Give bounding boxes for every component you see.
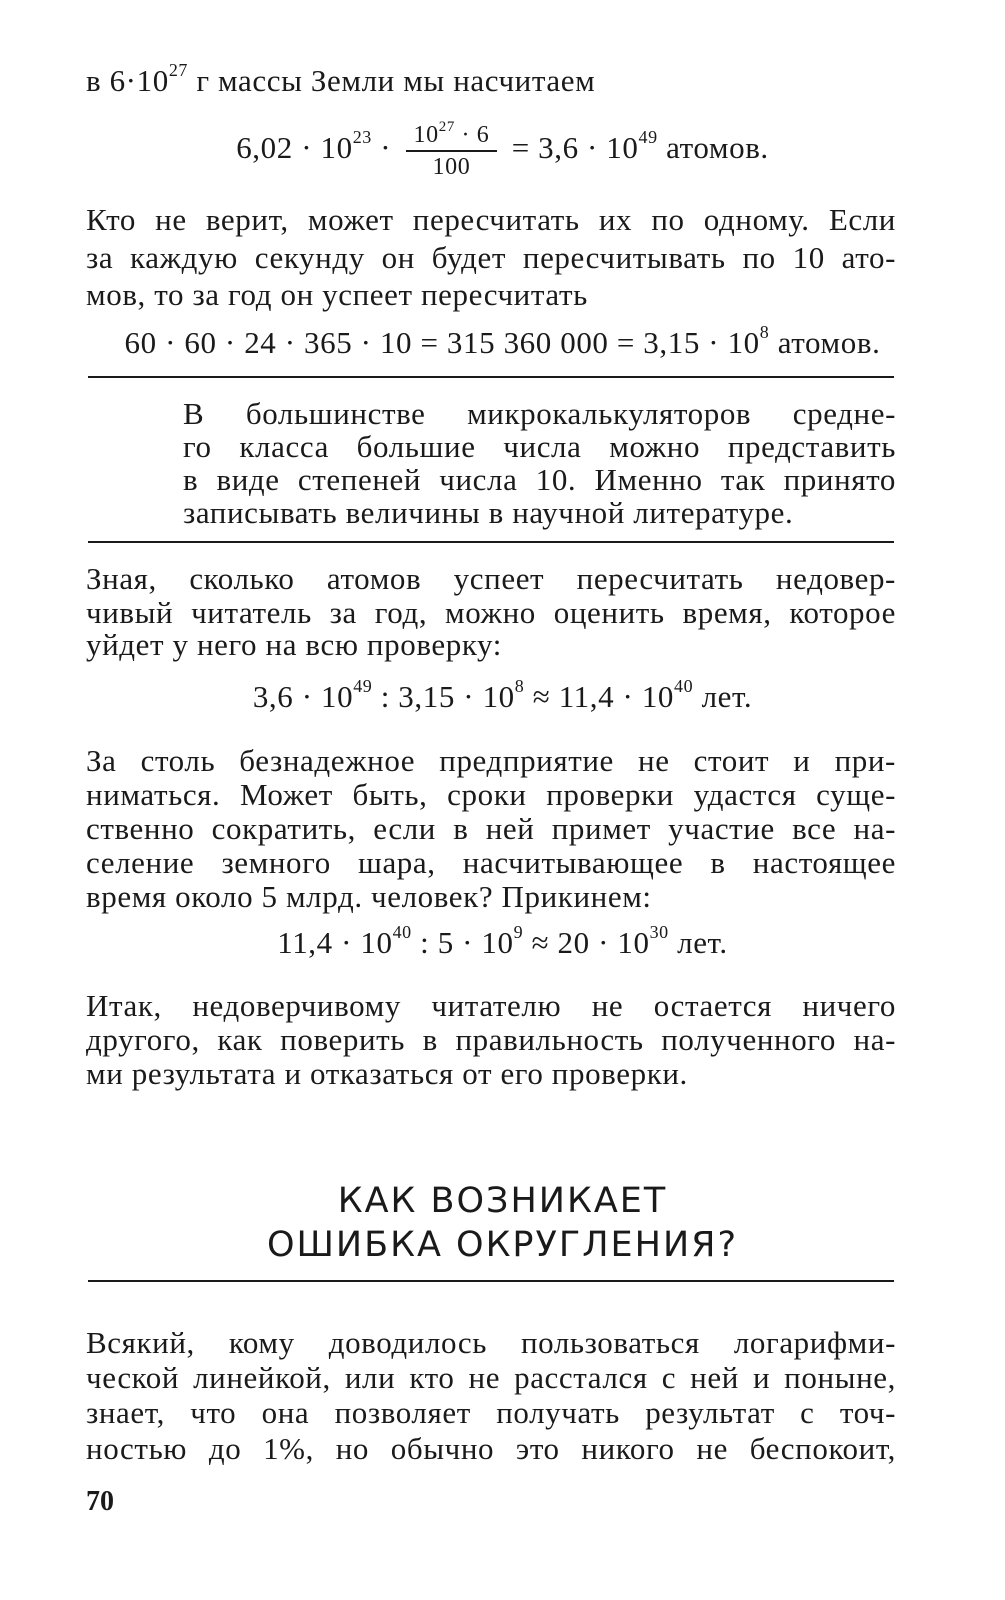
formula-part: ≈ 20 · 10 bbox=[523, 925, 650, 960]
formula-part: = 3,6 · 10 bbox=[511, 130, 639, 165]
superscript: 40 bbox=[674, 675, 694, 696]
paragraph-line: уйдет у него на всю проверку: bbox=[86, 627, 502, 662]
text-fragment: в 6·10 bbox=[86, 63, 169, 98]
formula-part: 10 bbox=[413, 121, 439, 148]
paragraph-line: ми результата и отказаться от его проверки. bbox=[86, 1056, 688, 1091]
superscript: 9 bbox=[513, 921, 524, 942]
paragraph-line: ниматься. Может быть, сроки проверки удастся суще- bbox=[86, 777, 896, 812]
formula-part: лет. bbox=[668, 925, 728, 960]
formula-years bbox=[0, 675, 1005, 714]
formula-part: ≈ 11,4 · 10 bbox=[524, 679, 675, 714]
superscript: 27 bbox=[438, 118, 455, 135]
superscript: 49 bbox=[353, 675, 373, 696]
formula-part: атомов. bbox=[769, 325, 881, 360]
superscript: 8 bbox=[514, 675, 525, 696]
divider bbox=[88, 376, 894, 378]
paragraph-line: Кто не верит, может пересчитать их по одному. Если bbox=[86, 202, 896, 237]
note-line: в виде степеней числа 10. Именно так принято bbox=[183, 462, 896, 497]
fraction bbox=[406, 118, 498, 180]
divider bbox=[88, 1280, 894, 1282]
paragraph-line: Всякий, кому доводилось пользоваться логарифми- bbox=[86, 1325, 896, 1360]
paragraph-line: ственно сократить, если в ней примет участие все на- bbox=[86, 811, 896, 846]
formula-part: атомов. bbox=[657, 130, 769, 165]
formula-atoms-count bbox=[0, 118, 1005, 180]
formula-part: · 6 bbox=[454, 121, 490, 148]
fraction-denominator: 100 bbox=[432, 153, 471, 180]
note-line: го класса большие числа можно представить bbox=[183, 429, 896, 464]
formula-part: : 3,15 · 10 bbox=[372, 679, 515, 714]
paragraph-line: ностью до 1%, но обычно это никого не беспокоит, bbox=[86, 1431, 896, 1466]
text-fragment: г массы Земли мы насчитаем bbox=[188, 63, 596, 98]
paragraph-line: ческой линейкой, или кто не расстался с ней и поныне, bbox=[86, 1360, 896, 1395]
superscript: 40 bbox=[392, 921, 412, 942]
formula-part: 3,6 · 10 bbox=[252, 679, 354, 714]
superscript: 27 bbox=[168, 59, 189, 80]
formula-part: 6,02 · 10 bbox=[236, 130, 353, 165]
note-line: В большинстве микрокалькуляторов средне- bbox=[183, 396, 896, 431]
superscript: 23 bbox=[352, 126, 372, 147]
text-line bbox=[86, 59, 596, 98]
page-number: 70 bbox=[86, 1486, 114, 1517]
superscript: 8 bbox=[759, 321, 770, 342]
formula-population bbox=[0, 921, 1005, 960]
section-heading: КАК ВОЗНИКАЕТ bbox=[337, 1181, 668, 1221]
paragraph-line: за каждую секунду он будет пересчитывать по 10 ато- bbox=[86, 240, 896, 275]
formula-part: 11,4 · 10 bbox=[277, 925, 393, 960]
paragraph-line: селение земного шара, насчитывающее в настоящее bbox=[86, 845, 896, 880]
note-line: записывать величины в научной литературе. bbox=[183, 495, 794, 530]
superscript: 30 bbox=[649, 921, 669, 942]
paragraph-line: время около 5 млрд. человек? Прикинем: bbox=[86, 879, 652, 914]
paragraph-line: другого, как поверить в правильность полученного на- bbox=[86, 1022, 896, 1057]
paragraph-line: чивый читатель за год, можно оценить время, которое bbox=[86, 595, 896, 630]
superscript: 49 bbox=[638, 126, 658, 147]
paragraph-line: знает, что она позволяет получать результат с точ- bbox=[86, 1395, 896, 1430]
formula-part: лет. bbox=[693, 679, 753, 714]
section-heading: ОШИБКА ОКРУГЛЕНИЯ? bbox=[266, 1225, 739, 1265]
formula-part: : 5 · 10 bbox=[411, 925, 514, 960]
formula-part: · bbox=[371, 130, 392, 165]
formula-part: 60 · 60 · 24 · 365 · 10 = 315 360 000 = 3,15 · 10 bbox=[124, 325, 760, 360]
paragraph-line: Зная, сколько атомов успеет пересчитать недовер- bbox=[86, 561, 896, 596]
paragraph-line: За столь безнадежное предприятие не стоит и при- bbox=[86, 743, 896, 778]
paragraph-line: мов, то за год он успеет пересчитать bbox=[86, 277, 588, 312]
fraction-numerator bbox=[406, 118, 498, 152]
formula-per-year bbox=[0, 321, 1005, 360]
divider bbox=[88, 541, 894, 543]
paragraph-line: Итак, недоверчивому читателю не остается ничего bbox=[86, 988, 896, 1023]
